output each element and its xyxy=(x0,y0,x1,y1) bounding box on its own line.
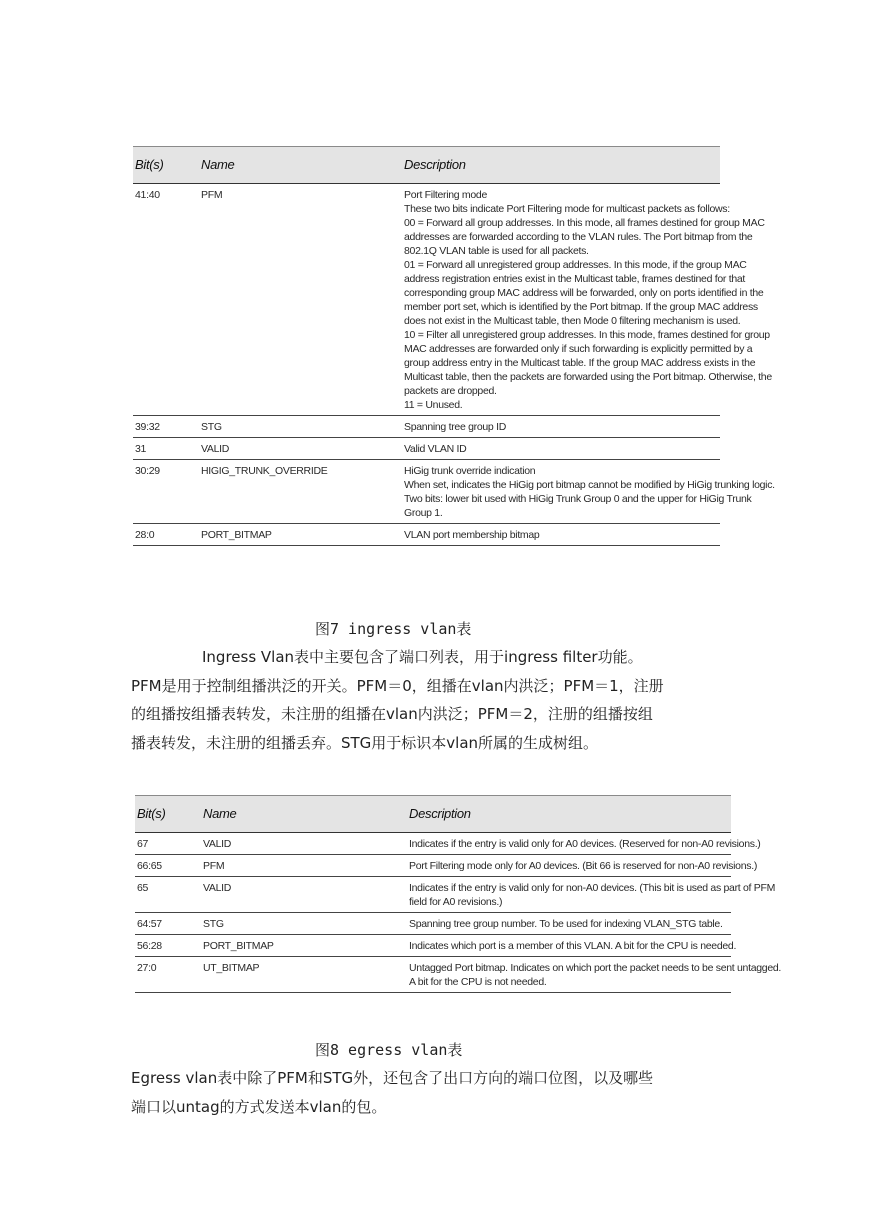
description-cell xyxy=(402,438,720,460)
description-line: member port set, which is identified by the Port bitmap. If the group MAC address xyxy=(404,301,758,313)
description-cell xyxy=(407,935,737,957)
name-cell: VALID xyxy=(201,833,407,855)
description-line: HiGig trunk override indication xyxy=(404,465,536,477)
table-row xyxy=(133,416,720,438)
description-cell xyxy=(407,833,761,855)
column-header-description: Description xyxy=(402,147,720,184)
description-line: Valid VLAN ID xyxy=(404,443,467,455)
description-line: Spanning tree group ID xyxy=(404,421,506,433)
paragraph-ingress-description xyxy=(131,643,741,757)
description-line: Spanning tree group number. To be used for indexing VLAN_STG table. xyxy=(409,918,723,930)
bits-cell: 31 xyxy=(133,438,199,460)
table-row xyxy=(133,460,720,524)
description-line: 802.1Q VLAN table is used for all packets. xyxy=(404,245,589,257)
table-row xyxy=(133,184,720,416)
description-line: Multicast table, then the packets are forwarded using the Port bitmap. Otherwise, the xyxy=(404,371,772,383)
table-body xyxy=(135,833,782,993)
description-line: group address entry in the Multicast table. If the group MAC address exists in the xyxy=(404,357,756,369)
name-cell: STG xyxy=(199,416,402,438)
description-cell xyxy=(402,416,720,438)
table-row xyxy=(135,957,731,993)
column-header-description: Description xyxy=(407,796,731,833)
description-line: 01 = Forward all unregistered group addresses. In this mode, if the group MAC xyxy=(404,259,747,271)
description-cell xyxy=(407,877,776,913)
table-row xyxy=(135,913,731,935)
description-line: Indicates if the entry is valid only for non-A0 devices. (This bit is used as part of PFM xyxy=(409,882,776,894)
column-header-bits: Bit(s) xyxy=(135,796,201,833)
paragraph-line: 播表转发，未注册的组播丢弃。STG用于标识本vlan所属的生成树组。 xyxy=(131,733,599,752)
description-cell xyxy=(402,460,775,524)
bits-cell: 64:57 xyxy=(135,913,201,935)
description-line: does not exist in the Multicast table, then Mode 0 filtering mechanism is used. xyxy=(404,315,741,327)
paragraph-line: PFM是用于控制组播洪泛的开关。PFM＝0，组播在vlan内洪泛；PFM＝1，注册 xyxy=(131,676,664,695)
description-line: field for A0 revisions.) xyxy=(409,896,503,908)
table-row xyxy=(135,855,731,877)
table-row xyxy=(135,877,731,913)
bits-cell: 56:28 xyxy=(135,935,201,957)
ingress-vlan-table xyxy=(133,146,775,546)
paragraph-egress-description xyxy=(131,1064,741,1121)
table-row xyxy=(135,833,731,855)
description-cell xyxy=(402,524,720,546)
bits-cell: 67 xyxy=(135,833,201,855)
bits-cell: 27:0 xyxy=(135,957,201,993)
description-line: 00 = Forward all group addresses. In this mode, all frames destined for group MAC xyxy=(404,217,765,229)
description-cell xyxy=(407,855,758,877)
egress-vlan-table xyxy=(135,795,782,993)
paragraph-line: Ingress Vlan表中主要包含了端口列表，用于ingress filter功能。 xyxy=(202,648,643,666)
name-cell: UT_BITMAP xyxy=(201,957,407,993)
description-line: Port Filtering mode only for A0 devices. (Bit 66 is reserved for non-A0 revisions.) xyxy=(409,860,758,872)
table-row xyxy=(133,524,720,546)
name-cell: VALID xyxy=(201,877,407,913)
description-line: packets are dropped. xyxy=(404,385,497,397)
description-line: Port Filtering mode xyxy=(404,189,488,201)
bits-cell: 28:0 xyxy=(133,524,199,546)
bits-cell: 30:29 xyxy=(133,460,199,524)
description-cell xyxy=(407,957,782,993)
description-line: Untagged Port bitmap. Indicates on which port the packet needs to be sent untagged. xyxy=(409,962,782,974)
name-cell: PFM xyxy=(199,184,402,416)
name-cell: PORT_BITMAP xyxy=(199,524,402,546)
description-line: 10 = Filter all unregistered group addresses. In this mode, frames destined for group xyxy=(404,329,770,341)
table-header-row xyxy=(135,796,731,833)
paragraph-line: 的组播按组播表转发，未注册的组播在vlan内洪泛；PFM＝2，注册的组播按组 xyxy=(131,705,653,723)
name-cell: VALID xyxy=(199,438,402,460)
figure-caption-7: 图7 ingress vlan表 xyxy=(315,620,472,638)
description-line: MAC addresses are forwarded only if such forwarding is explicitly permitted by a xyxy=(404,343,753,355)
description-line: Indicates which port is a member of this VLAN. A bit for the CPU is needed. xyxy=(409,940,737,952)
description-line: Two bits: lower bit used with HiGig Trunk Group 0 and the upper for HiGig Trunk xyxy=(404,493,752,505)
name-cell: PFM xyxy=(201,855,407,877)
figure-caption-8: 图8 egress vlan表 xyxy=(315,1041,463,1059)
description-cell xyxy=(407,913,731,935)
bits-cell: 41:40 xyxy=(133,184,199,416)
description-line: addresses are forwarded according to the VLAN rules. The Port bitmap from the xyxy=(404,231,753,243)
name-cell: HIGIG_TRUNK_OVERRIDE xyxy=(199,460,402,524)
bits-cell: 65 xyxy=(135,877,201,913)
table-row xyxy=(135,935,731,957)
description-line: A bit for the CPU is not needed. xyxy=(409,976,547,988)
column-header-name: Name xyxy=(199,147,402,184)
name-cell: PORT_BITMAP xyxy=(201,935,407,957)
description-line: VLAN port membership bitmap xyxy=(404,529,540,541)
description-line: Indicates if the entry is valid only for A0 devices. (Reserved for non-A0 revisions.) xyxy=(409,838,761,850)
paragraph-line: 端口以untag的方式发送本vlan的包。 xyxy=(131,1097,387,1116)
bits-cell: 66:65 xyxy=(135,855,201,877)
table-body xyxy=(133,184,775,546)
description-line: corresponding group MAC address will be forwarded, only on ports identified in the xyxy=(404,287,764,299)
bits-cell: 39:32 xyxy=(133,416,199,438)
column-header-name: Name xyxy=(201,796,407,833)
table-header-row xyxy=(133,147,720,184)
description-line: Group 1. xyxy=(404,507,443,519)
table-row xyxy=(133,438,720,460)
description-line: 11 = Unused. xyxy=(404,399,463,411)
paragraph-line: Egress vlan表中除了PFM和STG外，还包含了出口方向的端口位图，以及哪些 xyxy=(131,1069,654,1087)
description-cell xyxy=(402,184,772,416)
name-cell: STG xyxy=(201,913,407,935)
description-line: These two bits indicate Port Filtering mode for multicast packets as follows: xyxy=(404,203,730,215)
description-line: address registration entries exist in the Multicast table, frames destined for that xyxy=(404,273,746,285)
column-header-bits: Bit(s) xyxy=(133,147,199,184)
description-line: When set, indicates the HiGig port bitmap cannot be modified by HiGig trunking logic. xyxy=(404,479,775,491)
